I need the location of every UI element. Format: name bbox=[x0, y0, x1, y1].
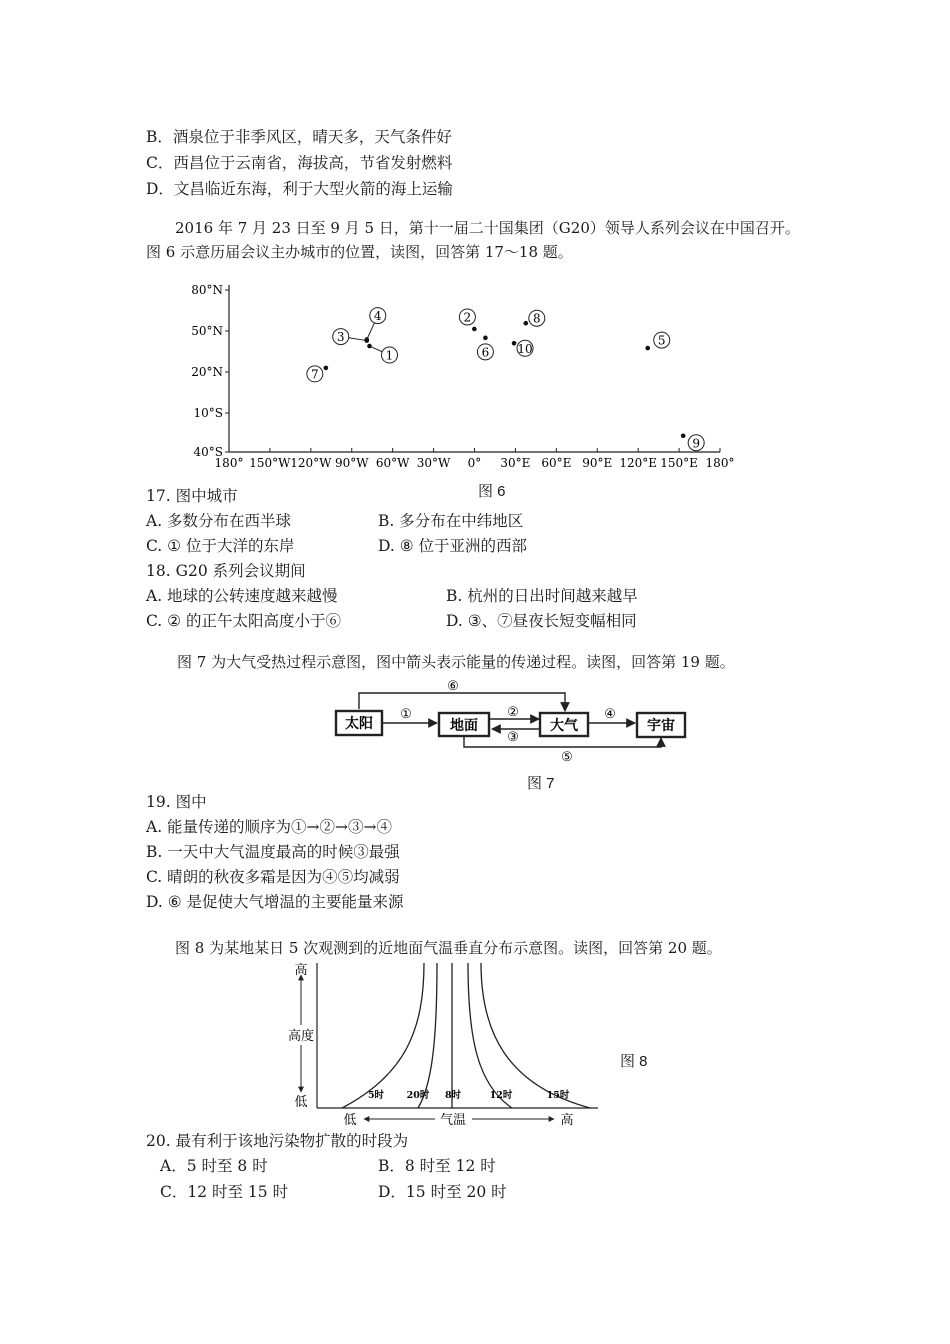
arrow-5-label: ⑤ bbox=[561, 750, 573, 765]
q18-option-c: C. ② 的正午太阳高度小于⑥ bbox=[146, 612, 341, 630]
curve-12h bbox=[468, 963, 512, 1108]
fig6-axes bbox=[229, 285, 720, 452]
box-sun-label: 太阳 bbox=[345, 716, 373, 732]
fig6-xtick-label: 60°E bbox=[541, 456, 572, 470]
fig6-xtick-label: 90°E bbox=[582, 456, 613, 470]
curve-20h bbox=[418, 963, 437, 1108]
fig6-xtick-label: 120°W bbox=[290, 456, 332, 470]
fig6-xtick-label: 60°W bbox=[375, 456, 410, 470]
q17-option-c: C. ① 位于大洋的东岸 bbox=[146, 537, 295, 555]
fig8-x-mid: 气温 bbox=[439, 1113, 467, 1128]
q18-stem: 18. G20 系列会议期间 bbox=[146, 562, 306, 580]
box-atmosphere-label: 大气 bbox=[550, 718, 578, 734]
fig6-ytick-label: 80°N bbox=[191, 283, 223, 297]
city-dot bbox=[367, 344, 372, 349]
option-16-b: B．酒泉位于非季风区，晴天多，天气条件好 bbox=[146, 128, 452, 146]
figure-8-chart bbox=[285, 958, 605, 1128]
city-label: 8 bbox=[532, 311, 541, 326]
figure-7-diagram bbox=[330, 676, 690, 766]
box-ground-label: 地面 bbox=[450, 718, 478, 734]
city-dot bbox=[523, 321, 528, 326]
city-label: 6 bbox=[481, 345, 490, 360]
q19-option-c: C. 晴朗的秋夜多霜是因为④⑤均减弱 bbox=[146, 868, 400, 886]
city-label: 5 bbox=[657, 333, 666, 348]
city-dot bbox=[324, 366, 329, 371]
arrow-1-label: ① bbox=[400, 707, 412, 722]
figure-6-map bbox=[180, 278, 740, 478]
fig8-x-left: 低 bbox=[343, 1113, 357, 1128]
arrow-4-label: ④ bbox=[604, 707, 616, 722]
city-label: 2 bbox=[463, 310, 472, 325]
intro-fig7: 图 7 为大气受热过程示意图，图中箭头表示能量的传递过程。读图，回答第 19 题。 bbox=[177, 653, 735, 671]
city-label: 10 bbox=[517, 341, 533, 356]
fig8-y-top: 高 bbox=[294, 963, 308, 978]
figure-8-caption: 图 8 bbox=[620, 1053, 648, 1070]
fig6-ytick-label: 40°S bbox=[193, 445, 223, 459]
fig6-xtick-label: 30°E bbox=[500, 456, 531, 470]
fig8-y-bottom: 低 bbox=[294, 1095, 308, 1110]
curve-5h bbox=[342, 963, 424, 1108]
curve-8h-label: 8时 bbox=[444, 1090, 462, 1101]
arrow-5 bbox=[464, 736, 661, 747]
figure-6-caption: 图 6 bbox=[478, 483, 506, 500]
q17-option-a: A. 多数分布在西半球 bbox=[146, 512, 292, 530]
curve-20h-label: 20时 bbox=[406, 1090, 430, 1101]
city-label: 7 bbox=[311, 367, 319, 382]
curve-15h-label: 15时 bbox=[546, 1090, 570, 1101]
city-label: 3 bbox=[336, 330, 345, 345]
q20-option-c: C．12 时至 15 时 bbox=[160, 1183, 289, 1201]
city-label: 4 bbox=[373, 309, 382, 324]
q18-option-d: D. ③、⑦昼夜长短变幅相同 bbox=[446, 612, 637, 630]
city-dot bbox=[681, 433, 686, 438]
fig6-xtick-label: 0° bbox=[467, 456, 482, 470]
q18-option-b: B. 杭州的日出时间越来越早 bbox=[446, 587, 638, 605]
fig6-ytick-label: 50°N bbox=[191, 324, 223, 338]
fig6-xtick-label: 30°W bbox=[416, 456, 451, 470]
city-dot bbox=[483, 336, 488, 341]
curve-5h-label: 5时 bbox=[367, 1090, 385, 1101]
q17-option-d: D. ⑧ 位于亚洲的西部 bbox=[378, 537, 528, 555]
q20-option-a: A．5 时至 8 时 bbox=[160, 1157, 268, 1175]
q19-option-b: B. 一天中大气温度最高的时候③最强 bbox=[146, 843, 400, 861]
q19-option-d: D. ⑥ 是促使大气增温的主要能量来源 bbox=[146, 893, 404, 911]
q20-stem: 20. 最有利于该地污染物扩散的时段为 bbox=[146, 1132, 409, 1150]
city-dot bbox=[472, 327, 477, 332]
box-space-label: 宇宙 bbox=[647, 718, 675, 734]
fig6-xtick-label: 150°E bbox=[660, 456, 698, 470]
intro-g20-line2: 图 6 示意历届会议主办城市的位置，读图，回答第 17～18 题。 bbox=[146, 243, 573, 261]
fig6-xtick-label: 120°E bbox=[619, 456, 658, 470]
figure-7-caption: 图 7 bbox=[527, 775, 555, 792]
fig6-xtick-label: 150°W bbox=[249, 456, 291, 470]
fig8-y-mid: 高度 bbox=[287, 1029, 315, 1044]
city-dot bbox=[512, 341, 517, 346]
fig6-xtick-label: 180° bbox=[705, 456, 735, 470]
city-label: 1 bbox=[385, 348, 394, 363]
q17-stem: 17. 图中城市 bbox=[146, 487, 238, 505]
fig6-ytick-label: 10°S bbox=[193, 406, 223, 420]
q20-option-b: B．8 时至 12 时 bbox=[378, 1157, 496, 1175]
option-16-c: C．西昌位于云南省，海拔高，节省发射燃料 bbox=[146, 154, 453, 172]
fig6-ytick-label: 20°N bbox=[191, 365, 223, 379]
arrow-6-label: ⑥ bbox=[447, 679, 459, 694]
q19-option-a: A. 能量传递的顺序为①→②→③→④ bbox=[146, 818, 393, 836]
arrow-3-label: ③ bbox=[507, 730, 519, 745]
city-label: 9 bbox=[692, 436, 700, 451]
curve-12h-label: 12时 bbox=[489, 1090, 513, 1101]
curve-15h bbox=[481, 963, 590, 1108]
q17-option-b: B. 多分布在中纬地区 bbox=[378, 512, 524, 530]
q19-stem: 19. 图中 bbox=[146, 793, 207, 811]
q20-option-d: D．15 时至 20 时 bbox=[378, 1183, 507, 1201]
arrow-2-label: ② bbox=[507, 705, 519, 720]
intro-g20-line1: 2016 年 7 月 23 日至 9 月 5 日，第十一届二十国集团（G20）领导人系列会议在中国召开。 bbox=[175, 219, 800, 237]
fig6-xtick-label: 180° bbox=[214, 456, 244, 470]
fig6-xtick-label: 90°W bbox=[334, 456, 369, 470]
q18-option-a: A. 地球的公转速度越来越慢 bbox=[146, 587, 338, 605]
option-16-d: D．文昌临近东海，利于大型火箭的海上运输 bbox=[146, 180, 453, 198]
city-dot bbox=[364, 337, 369, 342]
intro-fig8: 图 8 为某地某日 5 次观测到的近地面气温垂直分布示意图。读图，回答第 20 题。 bbox=[175, 939, 722, 957]
arrow-6 bbox=[359, 693, 565, 711]
city-dot bbox=[645, 346, 650, 351]
fig8-x-right: 高 bbox=[560, 1113, 574, 1128]
